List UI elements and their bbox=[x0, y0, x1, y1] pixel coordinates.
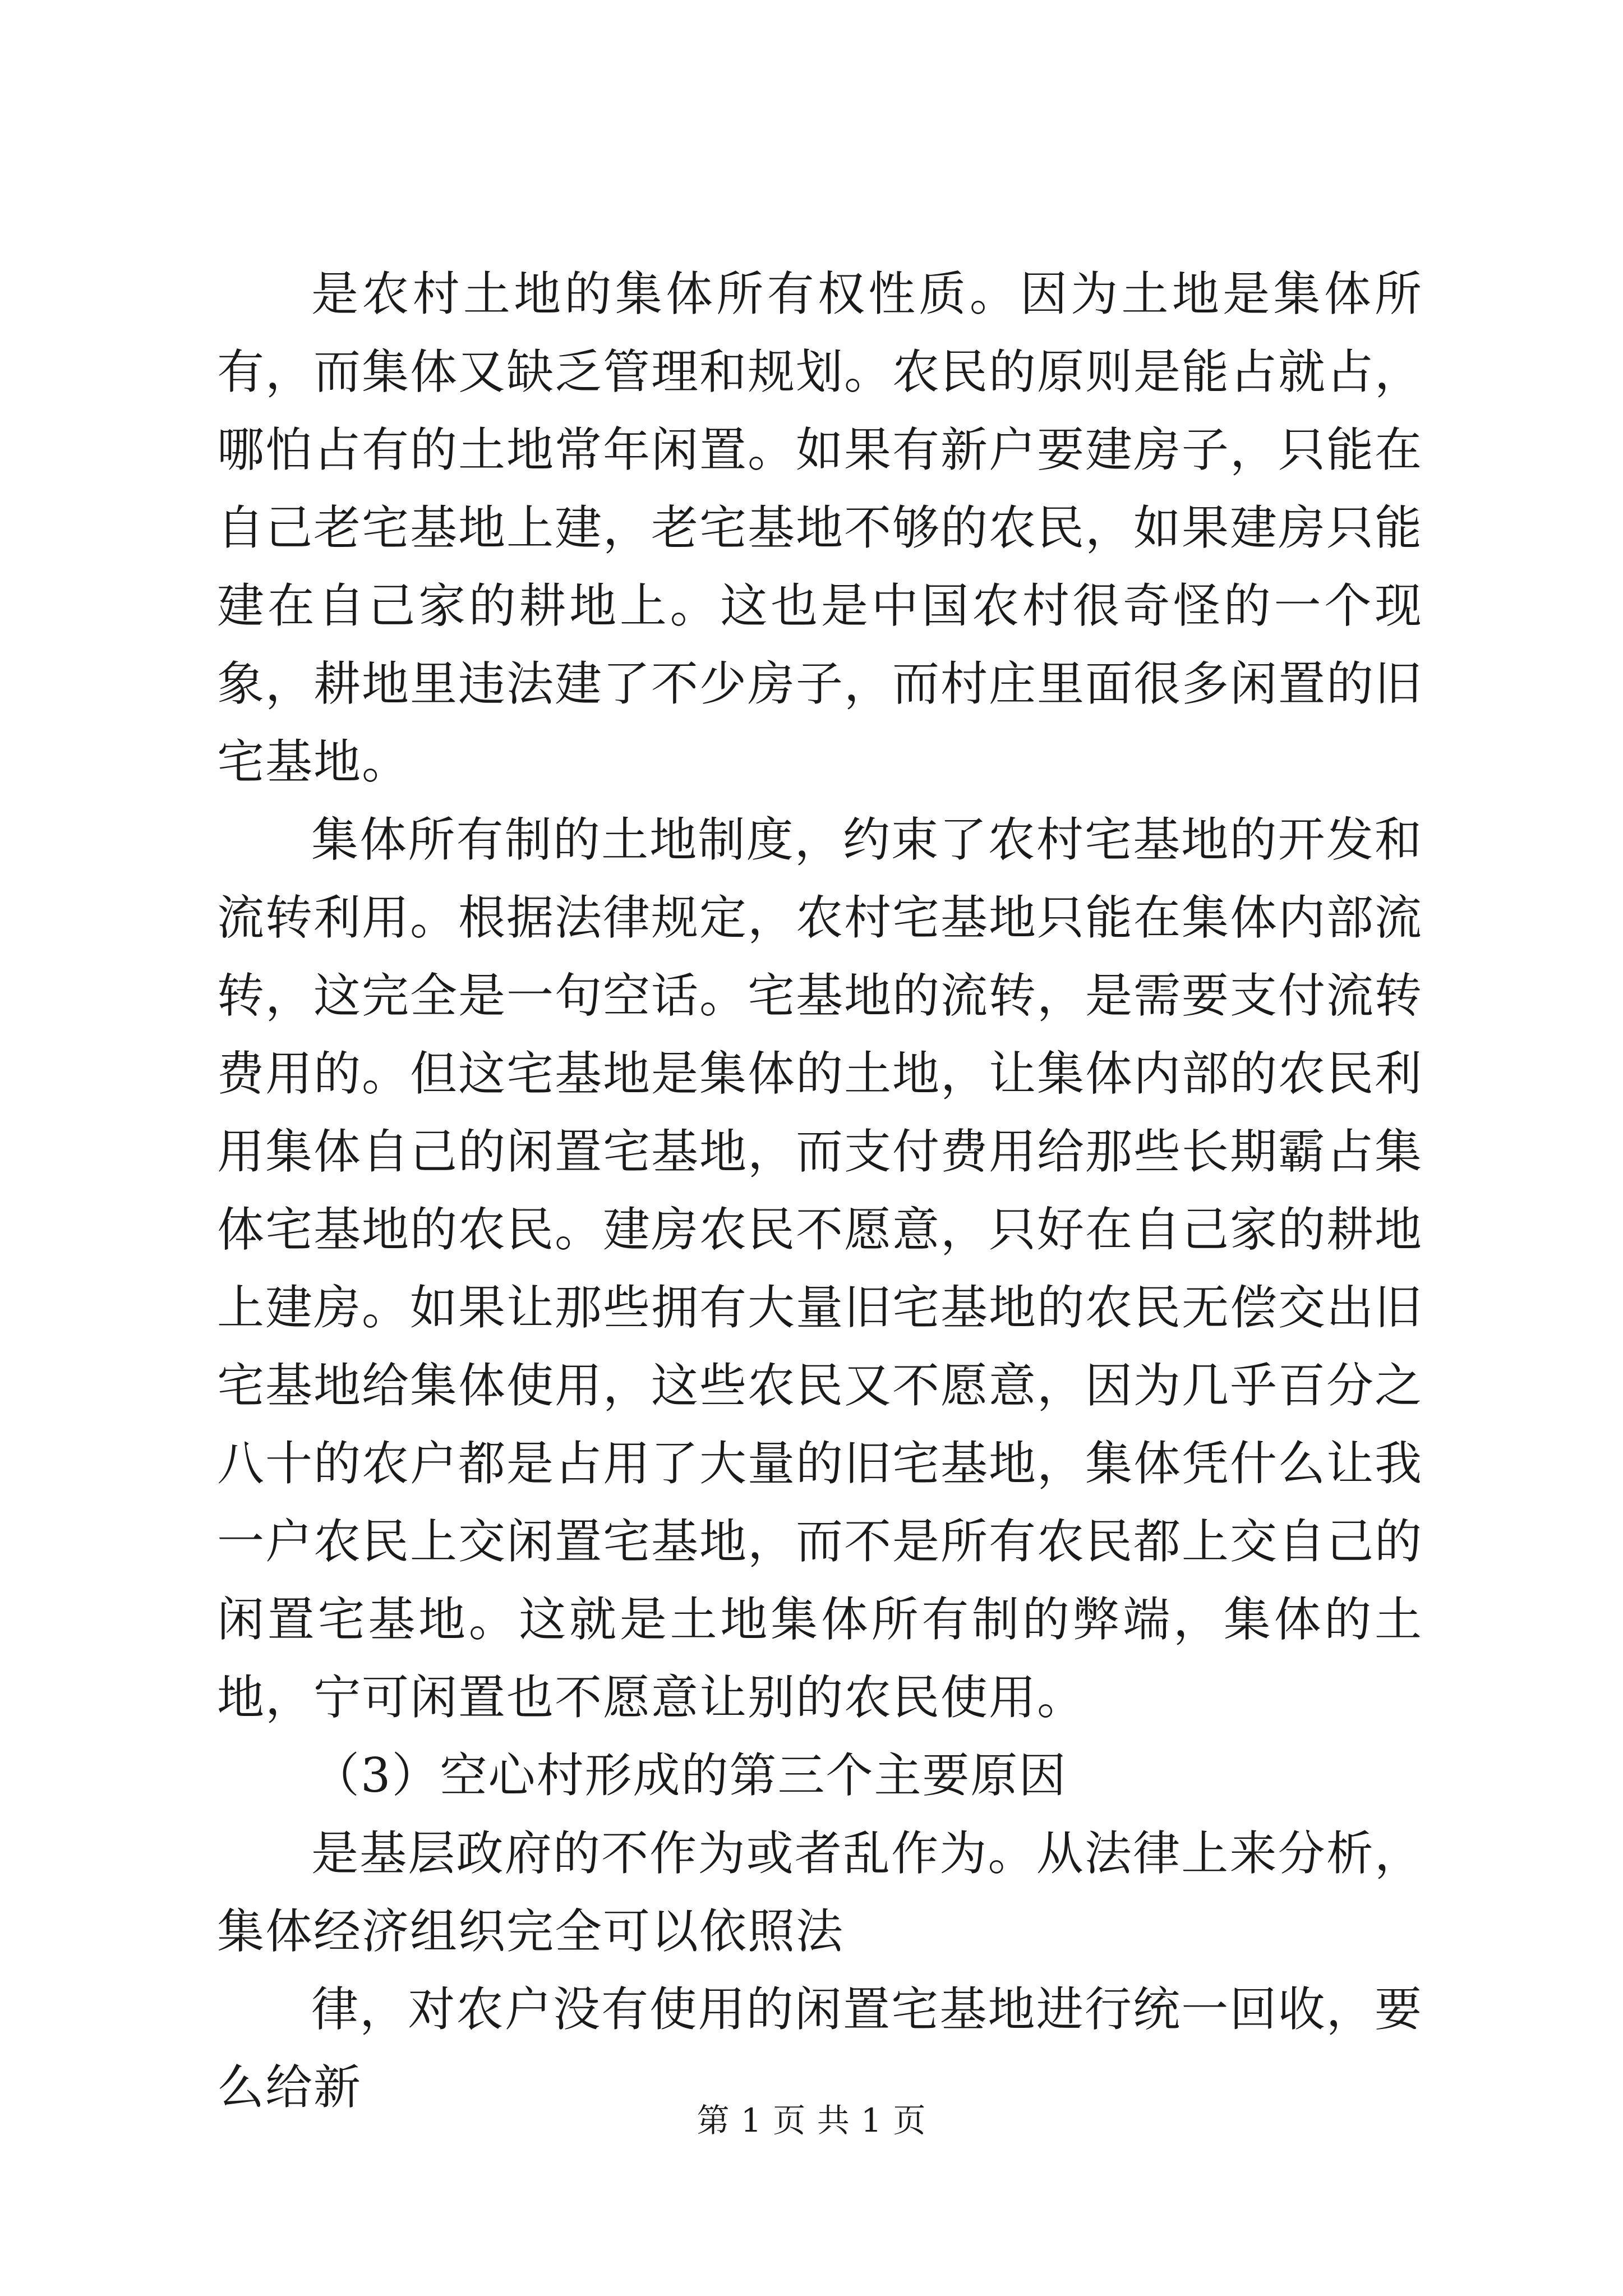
paragraph-2: 集体所有制的土地制度，约束了农村宅基地的开发和流转利用。根据法律规定，农村宅基地只能在集体内部流转，这完全是一句空话。宅基地的流转，是需要支付流转费用的。但这宅基地是集体的土地，让集体内部的农民利用集体自己的闲置宅基地，而支付费用给那些长期霸占集体宅基地的农民。建房农民不愿意，只好在自己家的耕地上建房。如果让那些拥有大量旧宅基地的农民无偿交出旧宅基地给集体使用，这些农民又不愿意，因为几乎百分之八十的农户都是占用了大量的旧宅基地，集体凭什么让我一户农民上交闲置宅基地，而不是所有农民都上交自己的闲置宅基地。这就是土地集体所有制的弊端，集体的土地，宁可闲置也不愿意让别的农民使用。 bbox=[217, 812, 1423, 1725]
paragraph-4: 律，对农户没有使用的闲置宅基地进行统一回收，要么给新 bbox=[217, 1982, 1423, 2115]
document-body bbox=[217, 255, 1423, 2127]
page-footer: 第 1 页 共 1 页 bbox=[697, 2101, 926, 2139]
paragraph-1: 是农村土地的集体所有权性质。因为土地是集体所有，而集体又缺乏管理和规划。农民的原则是能占就占，哪怕占有的土地常年闲置。如果有新户要建房子，只能在自己老宅基地上建，老宅基地不够的农民，如果建房只能建在自己家的耕地上。这也是中国农村很奇怪的一个现象，耕地里违法建了不少房子，而村庄里面很多闲置的旧宅基地。 bbox=[217, 266, 1423, 789]
section-heading: （3）空心村形成的第三个主要原因 bbox=[312, 1748, 1067, 1803]
paragraph-3: 是基层政府的不作为或者乱作为。从法律上来分析，集体经济组织完全可以依照法 bbox=[217, 1826, 1423, 1959]
